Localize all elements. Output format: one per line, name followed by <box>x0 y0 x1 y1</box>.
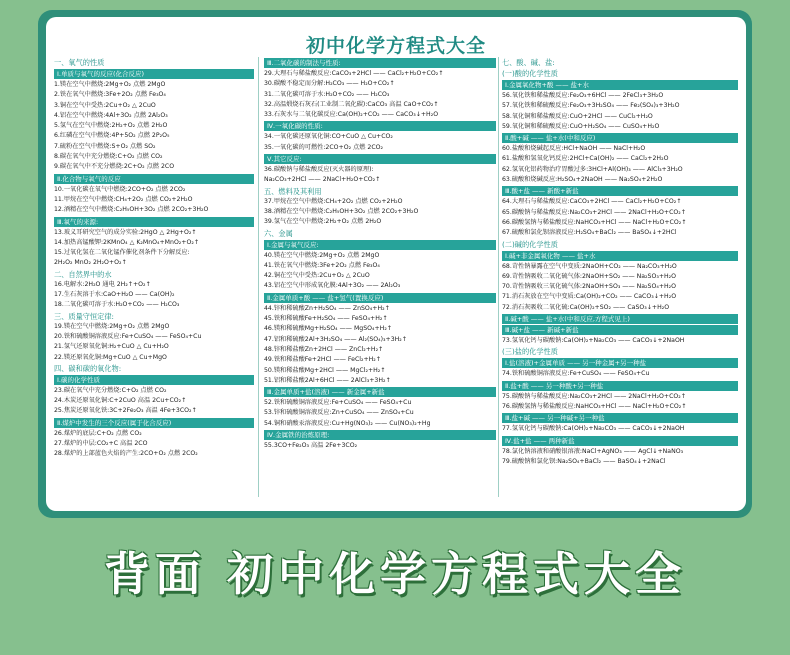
column-3 <box>502 57 738 467</box>
equation-line: 42.铜在空气中受热:2Cu+O₂ △ 2CuO <box>264 272 370 280</box>
equation-line: 61.盐酸和氢氧化钙反应:2HCl+Ca(OH)₂ —— CaCl₂+2H₂O <box>502 155 669 163</box>
equation-line: 45.铁和稀硫酸Fe+H₂SO₄ —— FeSO₄+H₂↑ <box>264 315 388 323</box>
equation-line: 2H₂O₂ MnO₂ 2H₂O+O₂↑ <box>54 259 127 267</box>
equation-line: 13.玻义耳研究空气的成分实验:2HgO △ 2Hg+O₂↑ <box>54 228 197 236</box>
equation-line: 35.一氧化碳的可燃性:2CO+O₂ 点燃 2CO₂ <box>264 143 384 151</box>
equation-line: Na₂CO₃+2HCl —— 2NaCl+H₂O+CO₂↑ <box>264 176 381 184</box>
equation-line: 63.硫酸和烧碱反应:H₂SO₄+2NaOH —— Na₂SO₄+2H₂O <box>502 176 663 184</box>
equation-line: 9.碳在氧气中不充分燃烧:2C+O₂ 点燃 2CO <box>54 163 175 171</box>
equation-line: 43.铝在空气中形成氧化膜:4Al+3O₂ —— 2Al₂O₃ <box>264 282 401 290</box>
equation-line: 52.铁和硫酸铜溶液反应:Fe+CuSO₄ —— FeSO₄+Cu <box>264 399 412 407</box>
section-bar: Ⅲ.金属单质+盐(溶液) —— 新金属+新盐 <box>264 387 496 397</box>
section-bar: Ⅰ.金属与氧气反应: <box>264 240 496 250</box>
equation-line: 75.碳酸钠与稀盐酸反应:Na₂CO₃+2HCl —— 2NaCl+H₂O+CO₂↑ <box>502 392 686 400</box>
equation-line: 3.铜在空气中受热:2Cu+O₂ △ 2CuO <box>54 101 156 109</box>
equation-line: 78.氯化钠溶液和硝酸银溶液:NaCl+AgNO₃ —— AgCl↓+NaNO₃ <box>502 447 684 455</box>
equation-line: 32.高温煅烧石灰石(工业制二氧化碳):CaCO₃ 高温 CaO+CO₂↑ <box>264 100 439 108</box>
section-bar: Ⅰ.单质与氧气的反应(化合反应) <box>54 69 254 79</box>
equation-line: 22.镁还原氧化铜:Mg+CuO △ Cu+MgO <box>54 353 167 361</box>
equation-line: 23.碳在氧气中充分燃烧:C+O₂ 点燃 CO₂ <box>54 386 167 394</box>
equation-line: 19.镁在空气中燃烧:2Mg+O₂ 点燃 2MgO <box>54 322 170 330</box>
equation-line: 59.氧化铜和稀硫酸反应:CuO+H₂SO₄ —— CuSO₄+H₂O <box>502 122 660 130</box>
equation-line: 26.煤炉的底层:C+O₂ 点燃 CO₂ <box>54 429 142 437</box>
equation-line: 57.氧化铁和稀硫酸反应:Fe₂O₃+3H₂SO₄ —— Fe₂(SO₄)₃+3H₂O <box>502 102 680 110</box>
section-bar: Ⅲ.碱+盐 —— 新碱+新盐 <box>502 325 738 335</box>
equation-line: 38.酒精在空气中燃烧:C₂H₅OH+3O₂ 点燃 2CO₂+3H₂O <box>264 207 419 215</box>
section-bar: Ⅰ.碳的化学性质 <box>54 375 254 385</box>
section-bar: Ⅱ.盐+酸 —— 另一种酸+另一种盐 <box>502 381 738 391</box>
equation-line: 64.大理石与稀盐酸反应:CaCO₃+2HCl —— CaCl₂+H₂O+CO₂↑ <box>502 198 682 206</box>
equation-line: 53.锌和硫酸铜溶液反应:Zn+CuSO₄ —— ZnSO₄+Cu <box>264 409 414 417</box>
formula-card <box>46 17 746 511</box>
section-bar: Ⅲ.氧气的来源: <box>54 217 254 227</box>
equation-line: 66.碳酸氢钠与稀盐酸反应:NaHCO₃+HCl —— NaCl+H₂O+CO₂↑ <box>502 218 687 226</box>
equation-line: 79.硫酸钠和氯化钡:Na₂SO₄+BaCl₂ —— BaSO₄↓+2NaCl <box>502 457 666 465</box>
section-bar: Ⅱ.金属单质+酸 —— 盐+氢气(置换反应) <box>264 293 496 303</box>
equation-line: 15.过氧化氢在二氧化锰作催化剂条件下分解反应: <box>54 249 190 257</box>
equation-line: 71.消石灰放在空气中变质:Ca(OH)₂+CO₂ —— CaCO₃↓+H₂O <box>502 293 677 301</box>
equation-line: 47.铝和稀硫酸2Al+3H₂SO₄ —— Al₂(SO₄)₃+3H₂↑ <box>264 335 407 343</box>
equation-line: 31.二氧化碳可溶于水:H₂O+CO₂ —— H₂CO₃ <box>264 90 390 98</box>
equation-line: 40.镁在空气中燃烧:2Mg+O₂ 点燃 2MgO <box>264 251 380 259</box>
equation-line: 2.铁在氧气中燃烧:3Fe+2O₂ 点燃 Fe₃O₄ <box>54 91 166 99</box>
equation-line: 24.木炭还原氧化铜:C+2CuO 高温 2Cu+CO₂↑ <box>54 397 187 405</box>
equation-line: 50.镁和稀盐酸Mg+2HCl —— MgCl₂+H₂↑ <box>264 366 386 374</box>
section-bar: Ⅰ.碱+非金属氧化物 —— 盐+水 <box>502 251 738 261</box>
section-bar: Ⅳ.盐+盐 —— 两种新盐 <box>502 436 738 446</box>
section-bar: Ⅳ.一氧化碳的性质: <box>264 121 496 131</box>
equation-line: 67.硫酸和氯化钡溶液反应:H₂SO₄+BaCl₂ —— BaSO₄↓+2HCl <box>502 229 677 237</box>
equation-line: 30.碳酸不稳定而分解:H₂CO₃ —— H₂O+CO₂↑ <box>264 80 395 88</box>
equation-line: 7.硫粉在空气中燃烧:S+O₂ 点燃 SO₂ <box>54 142 156 150</box>
section-bar: Ⅲ.二氧化碳的制法与性质: <box>264 58 496 68</box>
equation-line: 65.碳酸钠与稀盐酸反应:Na₂CO₃+2HCl —— 2NaCl+H₂O+CO₂↑ <box>502 208 686 216</box>
section-bar: Ⅱ.碱+酸 —— 盐+水(中和反应,方程式见上) <box>502 314 738 324</box>
section-heading: 二、自然界中的水 <box>54 269 112 279</box>
equation-line: 20.铁和硫酸铜溶液反应:Fe+CuSO₄ —— FeSO₄+Cu <box>54 332 202 340</box>
section-heading: 六、金属 <box>264 228 293 238</box>
equation-line: 17.生石灰溶于水:CaO+H₂O —— Ca(OH)₂ <box>54 291 175 299</box>
equation-line: 8.碳在氧气中充分燃烧:C+O₂ 点燃 CO₂ <box>54 153 163 161</box>
equation-line: 73.氢氧化钙与碳酸钠:Ca(OH)₂+Na₂CO₃ —— CaCO₃↓+2NaOH <box>502 337 685 345</box>
equation-line: 4.铝在空气中燃烧:4Al+3O₂ 点燃 2Al₂O₃ <box>54 111 168 119</box>
section-heading: 一、氧气的性质 <box>54 58 105 67</box>
section-heading: 五、燃料及其利用 <box>264 186 322 196</box>
column-1 <box>54 57 254 460</box>
equation-line: 12.酒精在空气中燃烧:C₂H₅OH+3O₂ 点燃 2CO₂+3H₂O <box>54 206 209 214</box>
equation-line: 18.二氧化碳可溶于水:H₂O+CO₂ —— H₂CO₃ <box>54 301 180 309</box>
section-heading: 七、酸、碱、盐: <box>502 58 555 67</box>
equation-line: 69.苛性钠吸收二氧化硫气体:2NaOH+SO₂ —— Na₂SO₃+H₂O <box>502 272 677 280</box>
equation-line: 36.碳酸钠与稀盐酸反应(灭火器的原理): <box>264 166 374 174</box>
section-bar: Ⅳ.金属铁的治炼原理: <box>264 430 496 440</box>
section-bar: Ⅲ.酸+盐 —— 新酸+新盐 <box>502 186 738 196</box>
equation-line: 1.镁在空气中燃烧:2Mg+O₂ 点燃 2MgO <box>54 81 166 88</box>
card-title: 初中化学方程式大全 <box>305 35 486 57</box>
equation-line: 74.铁和硫酸铜溶液反应:Fe+CuSO₄ —— FeSO₄+Cu <box>502 370 650 378</box>
equation-line: 44.锌和稀硫酸Zn+H₂SO₄ —— ZnSO₄+H₂↑ <box>264 304 390 312</box>
equation-line: 14.加热高锰酸钾:2KMnO₄ △ K₂MnO₄+MnO₂+O₂↑ <box>54 238 200 246</box>
column-2 <box>264 57 496 451</box>
equation-line: 72.消石灰吸收二氧化硫:Ca(OH)₂+SO₂ —— CaSO₃↓+H₂O <box>502 303 670 311</box>
equation-line: 11.甲烷在空气中燃烧:CH₄+2O₂ 点燃 CO₂+2H₂O <box>54 195 193 203</box>
equation-line: 28.煤炉的上部蓝色火焰的产生:2CO+O₂ 点燃 2CO₂ <box>54 450 198 458</box>
equation-line: 70.苛性钠吸收三氧化硫气体:2NaOH+SO₃ —— Na₂SO₄+H₂O <box>502 283 677 291</box>
section-bar: Ⅱ.煤炉中发生的三个反应(属于化合反应) <box>54 418 254 428</box>
section-bar: Ⅱ.化合物与氧气的反应 <box>54 174 254 184</box>
equation-line: 10.一氧化碳在氧气中燃烧:2CO+O₂ 点燃 2CO₂ <box>54 185 186 193</box>
bottom-caption: 背面 初中化学方程式大全 <box>103 547 686 601</box>
equation-line: 48.锌和稀盐酸Zn+2HCl —— ZnCl₂+H₂↑ <box>264 345 384 353</box>
section-bar: Ⅰ.盐(溶液)+金属单质 —— 另一种金属+另一种盐 <box>502 358 738 368</box>
equation-line: 56.氧化铁和稀盐酸反应:Fe₂O₃+6HCl —— 2FeCl₃+3H₂O <box>502 92 664 99</box>
equation-line: 46.镁和稀硫酸Mg+H₂SO₄ —— MgSO₄+H₂↑ <box>264 325 392 333</box>
column-divider <box>258 57 259 497</box>
column-divider <box>498 57 499 497</box>
equation-line: 27.煤炉的中层:CO₂+C 高温 2CO <box>54 440 148 448</box>
equation-line: 60.盐酸和烧碱起反应:HCl+NaOH —— NaCl+H₂O <box>502 145 646 153</box>
equation-line: 16.电解水:2H₂O 通电 2H₂↑+O₂↑ <box>54 280 151 288</box>
equation-line: 77.氢氧化钙与碳酸钠:Ca(OH)₂+Na₂CO₃ —— CaCO₃↓+2NaOH <box>502 425 685 433</box>
section-bar: Ⅰ.金属氧化物+酸 —— 盐+水 <box>502 80 738 90</box>
section-heading: (一)酸的化学性质 <box>502 69 558 78</box>
equation-line: 6.红磷在空气中燃烧:4P+5O₂ 点燃 2P₂O₅ <box>54 132 170 140</box>
equation-line: 41.铁在氧气中燃烧:3Fe+2O₂ 点燃 Fe₃O₄ <box>264 261 380 269</box>
equation-line: 49.铁和稀盐酸Fe+2HCl —— FeCl₂+H₂↑ <box>264 356 381 364</box>
section-heading: (二)碱的化学性质 <box>502 239 558 249</box>
equation-line: 55.3CO+Fe₂O₃ 高温 2Fe+3CO₂ <box>264 442 358 450</box>
section-bar: Ⅴ.其它反应: <box>264 154 496 164</box>
equation-line: 62.氢氧化铝药物治疗胃酸过多:3HCl+Al(OH)₃ —— AlCl₃+3H₂O <box>502 165 683 173</box>
section-heading: (三)盐的化学性质 <box>502 347 558 357</box>
equation-line: 68.苛性钠暴露在空气中变质:2NaOH+CO₂ —— Na₂CO₃+H₂O <box>502 262 677 270</box>
section-bar: Ⅱ.酸+碱 —— 盐+水(中和反应) <box>502 133 738 143</box>
equation-line: 37.甲烷在空气中燃烧:CH₄+2O₂ 点燃 CO₂+2H₂O <box>264 197 403 205</box>
equation-line: 21.氢气还原氧化铜:H₂+CuO △ Cu+H₂O <box>54 343 169 351</box>
section-heading: 三、质量守恒定律: <box>54 311 114 321</box>
equation-line: 54.铜和硝酸汞溶液反应:Cu+Hg(NO₃)₂ —— Cu(NO₃)₂+Hg <box>264 419 431 427</box>
equation-line: 39.氢气在空气中燃烧:2H₂+O₂ 点燃 2H₂O <box>264 218 382 226</box>
section-bar: Ⅲ.盐+碱 —— 另一种碱+另一种盐 <box>502 413 738 423</box>
equation-line: 29.大理石与稀盐酸反应:CaCO₃+2HCl —— CaCl₂+H₂O+CO₂↑ <box>264 70 444 77</box>
section-heading: 四、碳和碳的氧化物: <box>54 363 122 373</box>
equation-line: 5.氢气在空气中燃烧:2H₂+O₂ 点燃 2H₂O <box>54 122 168 130</box>
equation-line: 25.焦炭还原氧化铁:3C+2Fe₂O₃ 高温 4Fe+3CO₂↑ <box>54 407 197 415</box>
equation-line: 51.铝和稀盐酸2Al+6HCl —— 2AlCl₃+3H₂↑ <box>264 376 391 384</box>
equation-line: 76.碳酸氢钠与稀盐酸反应:NaHCO₃+HCl —— NaCl+H₂O+CO₂↑ <box>502 402 687 410</box>
equation-line: 34.一氧化碳还原氧化铜:CO+CuO △ Cu+CO₂ <box>264 133 393 141</box>
equation-line: 58.氧化铜和稀盐酸反应:CuO+2HCl —— CuCl₂+H₂O <box>502 112 653 120</box>
equation-line: 33.石灰水与二氧化碳反应:Ca(OH)₂+CO₂ —— CaCO₃↓+H₂O <box>264 111 439 119</box>
